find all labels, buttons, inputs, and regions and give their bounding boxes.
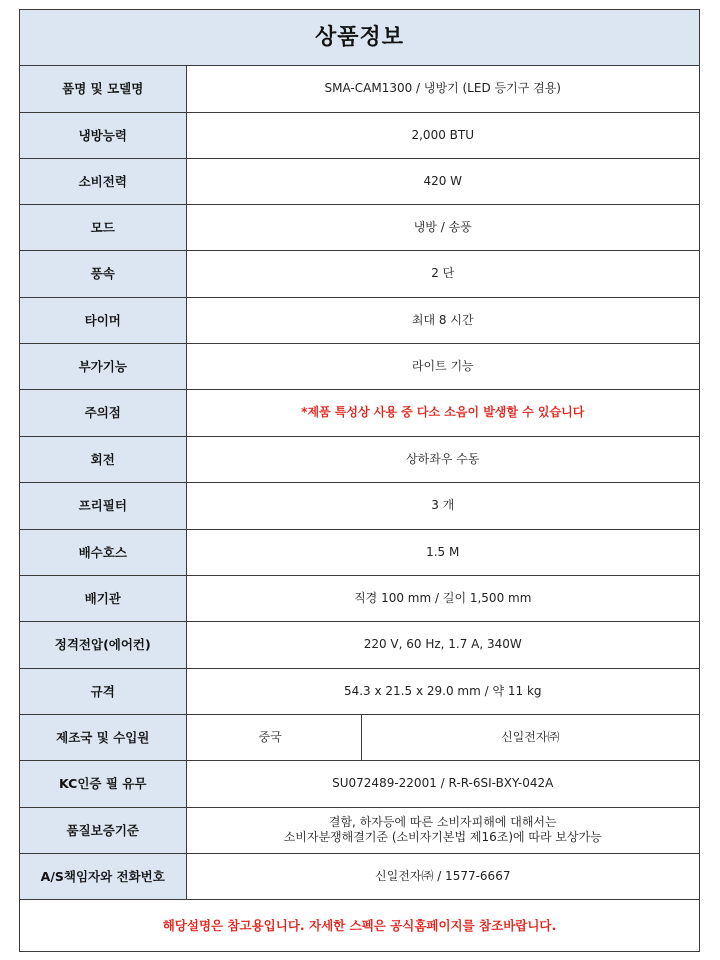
spec-row-prefilter [20, 482, 699, 529]
spec-row-dimensions [20, 668, 699, 714]
spec-value-kc-certification: SU072489-22001 / R-R-6SI-BXY-042A [186, 760, 699, 807]
spec-label-rated-voltage: 정격전압(에어컨) [20, 621, 186, 668]
spec-value-timer: 최대 8 시간 [186, 297, 699, 343]
spec-row-timer [20, 297, 699, 343]
spec-label-as-contact: A/S책임자와 전화번호 [20, 853, 186, 899]
spec-label-cooling-capacity: 냉방능력 [20, 112, 186, 158]
product-info-table [20, 10, 699, 951]
spec-value-exhaust-pipe: 직경 100 mm / 길이 1,500 mm [186, 575, 699, 621]
spec-value-importer: 신일전자㈜ [361, 714, 699, 760]
spec-value-cooling-capacity: 2,000 BTU [186, 112, 699, 158]
spec-row-mode [20, 204, 699, 250]
spec-label-prefilter: 프리필터 [20, 482, 186, 529]
spec-value-prefilter: 3 개 [186, 482, 699, 529]
spec-label-dimensions: 규격 [20, 668, 186, 714]
spec-value-power-consumption: 420 W [186, 158, 699, 204]
spec-row-kc-certification [20, 760, 699, 807]
spec-label-rotation: 회전 [20, 436, 186, 482]
footer-notice: 해당설명은 참고용입니다. 자세한 스펙은 공식홈페이지를 참조바랍니다. [20, 899, 699, 951]
spec-row-model [20, 65, 699, 112]
spec-label-quality-warranty: 품질보증기준 [20, 807, 186, 853]
spec-value-country: 중국 [186, 714, 361, 760]
title-row [20, 10, 699, 65]
spec-row-as-contact [20, 853, 699, 899]
footer-row [20, 899, 699, 951]
spec-row-fan-speed [20, 250, 699, 297]
spec-value-drain-hose: 1.5 M [186, 529, 699, 575]
spec-label-exhaust-pipe: 배기관 [20, 575, 186, 621]
spec-value-model: SMA-CAM1300 / 냉방기 (LED 등기구 겸용) [186, 65, 699, 112]
spec-row-rotation [20, 436, 699, 482]
spec-row-rated-voltage [20, 621, 699, 668]
spec-row-drain-hose [20, 529, 699, 575]
spec-label-extra-function: 부가기능 [20, 343, 186, 389]
spec-value-mode: 냉방 / 송풍 [186, 204, 699, 250]
spec-value-dimensions: 54.3 x 21.5 x 29.0 mm / 약 11 kg [186, 668, 699, 714]
spec-label-power-consumption: 소비전력 [20, 158, 186, 204]
spec-row-extra-function [20, 343, 699, 389]
spec-label-origin-importer: 제조국 및 수입원 [20, 714, 186, 760]
spec-row-cooling-capacity [20, 112, 699, 158]
spec-value-fan-speed: 2 단 [186, 250, 699, 297]
spec-row-power-consumption [20, 158, 699, 204]
warranty-line-1: 결함, 하자등에 따른 소비자피해에 대해서는 [328, 815, 557, 829]
spec-label-drain-hose: 배수호스 [20, 529, 186, 575]
spec-label-timer: 타이머 [20, 297, 186, 343]
warranty-line-2: 소비자분쟁해결기준 (소비자기본법 제16조)에 따라 보상가능 [283, 830, 602, 844]
spec-value-quality-warranty [186, 807, 699, 853]
page-title: 상품정보 [20, 10, 699, 65]
caution-warning-text: *제품 특성상 사용 중 다소 소음이 발생할 수 있습니다 [186, 389, 699, 436]
spec-label-kc-certification: KC인증 필 유무 [20, 760, 186, 807]
spec-value-as-contact: 신일전자㈜ / 1577-6667 [186, 853, 699, 899]
spec-label-mode: 모드 [20, 204, 186, 250]
spec-label-model: 품명 및 모델명 [20, 65, 186, 112]
product-info-sheet [19, 9, 700, 952]
spec-row-caution [20, 389, 699, 436]
spec-value-extra-function: 라이트 기능 [186, 343, 699, 389]
spec-value-rotation: 상하좌우 수동 [186, 436, 699, 482]
spec-row-exhaust-pipe [20, 575, 699, 621]
spec-value-rated-voltage: 220 V, 60 Hz, 1.7 A, 340W [186, 621, 699, 668]
spec-label-caution: 주의점 [20, 389, 186, 436]
spec-label-fan-speed: 풍속 [20, 250, 186, 297]
spec-row-quality-warranty [20, 807, 699, 853]
spec-row-origin-importer [20, 714, 699, 760]
